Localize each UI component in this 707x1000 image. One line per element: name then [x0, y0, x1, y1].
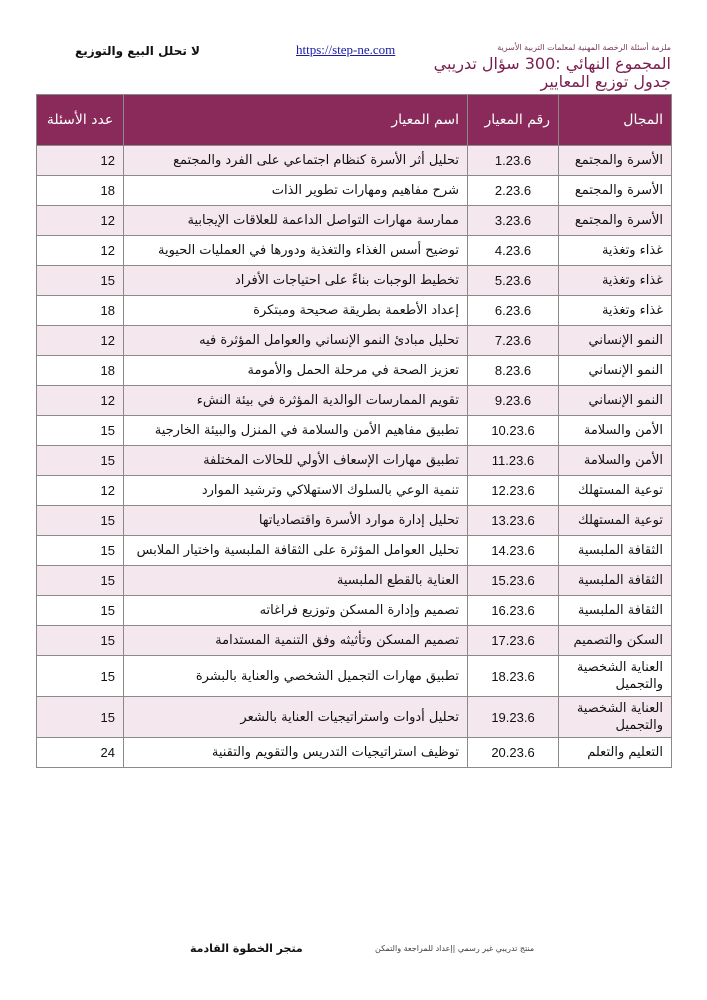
cell-domain: الثقافة الملبسية	[559, 566, 672, 596]
table-row	[37, 446, 672, 476]
cell-domain: النمو الإنساني	[559, 356, 672, 386]
cell-name: إعداد الأطعمة بطريقة صحيحة ومبتكرة	[124, 296, 468, 326]
cell-name: تقويم الممارسات الوالدية المؤثرة في بيئة النشء	[124, 386, 468, 416]
cell-name: تحليل أدوات واستراتيجيات العناية بالشعر	[124, 697, 468, 738]
table-row	[37, 326, 672, 356]
table-row	[37, 266, 672, 296]
cell-domain: غذاء وتغذية	[559, 266, 672, 296]
cell-domain: توعية المستهلك	[559, 506, 672, 536]
table-row	[37, 536, 672, 566]
table-row	[37, 356, 672, 386]
cell-name: العناية بالقطع الملبسية	[124, 566, 468, 596]
cell-domain: غذاء وتغذية	[559, 296, 672, 326]
cell-name: تصميم وإدارة المسكن وتوزيع فراغاته	[124, 596, 468, 626]
cell-name: تعزيز الصحة في مرحلة الحمل والأمومة	[124, 356, 468, 386]
cell-count: 15	[37, 697, 124, 738]
cell-code: 1.23.6	[468, 146, 559, 176]
page-title: المجموع النهائي :300 سؤال تدريبي	[433, 54, 671, 73]
cell-code: 9.23.6	[468, 386, 559, 416]
cell-count: 12	[37, 326, 124, 356]
table-row	[37, 596, 672, 626]
header-caption: ملزمة أسئلة الرخصة المهنية لمعلمات التربية الأسرية	[497, 43, 671, 52]
cell-count: 15	[37, 266, 124, 296]
cell-domain: العناية الشخصية والتجميل	[559, 656, 672, 697]
cell-domain: الأسرة والمجتمع	[559, 176, 672, 206]
table-row	[37, 386, 672, 416]
cell-domain: العناية الشخصية والتجميل	[559, 697, 672, 738]
cell-name: تخطيط الوجبات بناءً على احتياجات الأفراد	[124, 266, 468, 296]
table-row	[37, 146, 672, 176]
cell-count: 15	[37, 626, 124, 656]
cell-name: توظيف استراتيجيات التدريس والتقويم والتقنية	[124, 738, 468, 768]
cell-name: توضيح أسس الغذاء والتغذية ودورها في العمليات الحيوية	[124, 236, 468, 266]
cell-domain: الأسرة والمجتمع	[559, 206, 672, 236]
cell-count: 12	[37, 386, 124, 416]
cell-name: تحليل مبادئ النمو الإنساني والعوامل المؤثرة فيه	[124, 326, 468, 356]
cell-name: شرح مفاهيم ومهارات تطوير الذات	[124, 176, 468, 206]
cell-name: ممارسة مهارات التواصل الداعمة للعلاقات الإيجابية	[124, 206, 468, 236]
cell-code: 19.23.6	[468, 697, 559, 738]
cell-name: تصميم المسكن وتأثيثه وفق التنمية المستدامة	[124, 626, 468, 656]
table-row	[37, 626, 672, 656]
cell-count: 15	[37, 596, 124, 626]
website-link[interactable]: https://step-ne.com	[296, 42, 396, 57]
table-row	[37, 476, 672, 506]
cell-name: تطبيق مهارات التجميل الشخصي والعناية بالبشرة	[124, 656, 468, 697]
cell-code: 8.23.6	[468, 356, 559, 386]
cell-code: 7.23.6	[468, 326, 559, 356]
cell-domain: النمو الإنساني	[559, 326, 672, 356]
cell-code: 13.23.6	[468, 506, 559, 536]
cell-code: 10.23.6	[468, 416, 559, 446]
cell-count: 15	[37, 566, 124, 596]
cell-name: تطبيق مهارات الإسعاف الأولي للحالات المختلفة	[124, 446, 468, 476]
table-row	[37, 206, 672, 236]
cell-count: 15	[37, 416, 124, 446]
cell-code: 3.23.6	[468, 206, 559, 236]
table-row	[37, 506, 672, 536]
table-row	[37, 566, 672, 596]
page-header	[421, 42, 671, 90]
cell-count: 15	[37, 446, 124, 476]
cell-name: تحليل العوامل المؤثرة على الثقافة الملبسية واختيار الملابس	[124, 536, 468, 566]
cell-code: 5.23.6	[468, 266, 559, 296]
cell-count: 12	[37, 236, 124, 266]
cell-domain: النمو الإنساني	[559, 386, 672, 416]
cell-domain: السكن والتصميم	[559, 626, 672, 656]
table-row	[37, 236, 672, 266]
cell-count: 18	[37, 296, 124, 326]
cell-name: تحليل أثر الأسرة كنظام اجتماعي على الفرد والمجتمع	[124, 146, 468, 176]
cell-domain: الثقافة الملبسية	[559, 596, 672, 626]
store-name: متجر الخطوة القادمة	[190, 942, 303, 955]
cell-domain: التعليم والتعلم	[559, 738, 672, 768]
cell-code: 14.23.6	[468, 536, 559, 566]
cell-domain: توعية المستهلك	[559, 476, 672, 506]
table-row	[37, 176, 672, 206]
cell-domain: الثقافة الملبسية	[559, 536, 672, 566]
cell-count: 12	[37, 206, 124, 236]
cell-code: 2.23.6	[468, 176, 559, 206]
cell-count: 15	[37, 656, 124, 697]
cell-code: 6.23.6	[468, 296, 559, 326]
table-row	[37, 738, 672, 768]
table-row	[37, 656, 672, 697]
cell-count: 24	[37, 738, 124, 768]
cell-count: 18	[37, 356, 124, 386]
footer-note: منتج تدريبي غير رسمي |إعداد للمراجعة والتمكن	[375, 944, 535, 953]
cell-code: 17.23.6	[468, 626, 559, 656]
cell-name: تطبيق مفاهيم الأمن والسلامة في المنزل والبيئة الخارجية	[124, 416, 468, 446]
table-row	[37, 697, 672, 738]
page-subtitle: جدول توزيع المعايير	[540, 72, 671, 91]
standards-table	[36, 94, 672, 768]
table-header-row	[37, 95, 672, 146]
cell-code: 16.23.6	[468, 596, 559, 626]
cell-domain: الأمن والسلامة	[559, 446, 672, 476]
cell-code: 18.23.6	[468, 656, 559, 697]
cell-domain: الأسرة والمجتمع	[559, 146, 672, 176]
cell-code: 4.23.6	[468, 236, 559, 266]
cell-code: 20.23.6	[468, 738, 559, 768]
cell-code: 12.23.6	[468, 476, 559, 506]
header-domain: المجال	[559, 95, 672, 146]
table-row	[37, 416, 672, 446]
table-row	[37, 296, 672, 326]
cell-domain: الأمن والسلامة	[559, 416, 672, 446]
cell-code: 11.23.6	[468, 446, 559, 476]
cell-count: 15	[37, 506, 124, 536]
cell-name: تحليل إدارة موارد الأسرة واقتصادياتها	[124, 506, 468, 536]
cell-domain: غذاء وتغذية	[559, 236, 672, 266]
not-for-sale-notice: لا تحلل البيع والتوزيع	[75, 44, 200, 58]
cell-count: 12	[37, 476, 124, 506]
header-count: عدد الأسئلة	[37, 95, 124, 146]
cell-count: 18	[37, 176, 124, 206]
cell-name: تنمية الوعي بالسلوك الاستهلاكي وترشيد الموارد	[124, 476, 468, 506]
header-name: اسم المعيار	[124, 95, 468, 146]
cell-count: 15	[37, 536, 124, 566]
cell-code: 15.23.6	[468, 566, 559, 596]
cell-count: 12	[37, 146, 124, 176]
header-code: رقم المعيار	[468, 95, 559, 146]
